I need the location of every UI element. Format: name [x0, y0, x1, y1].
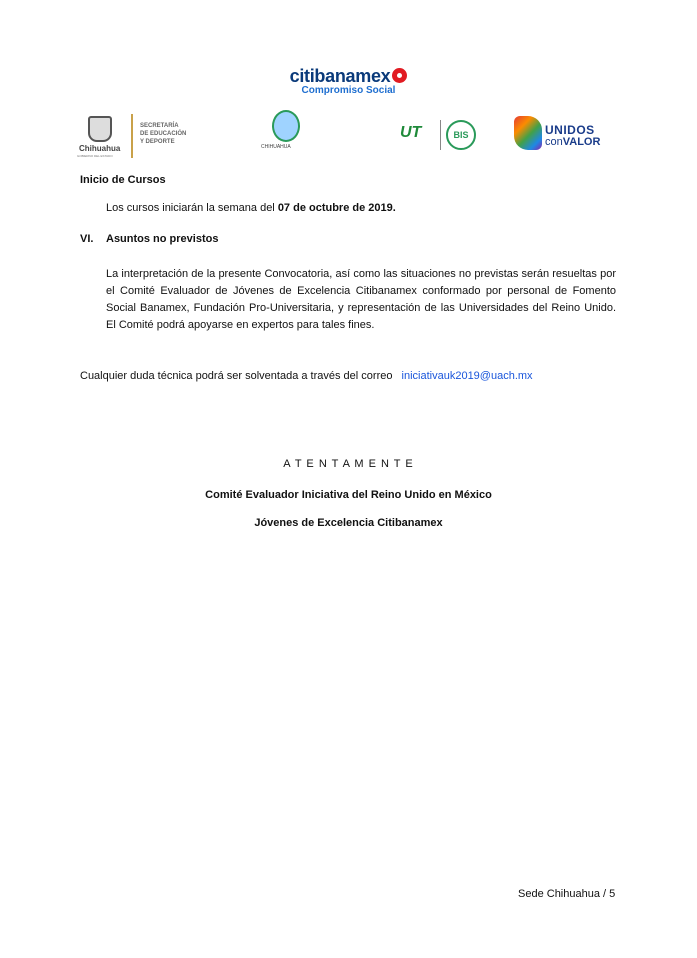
- state-seal-icon: [272, 110, 300, 142]
- logo-divider: [440, 120, 441, 150]
- partner-logos: [0, 110, 697, 160]
- bis-logo: BIS: [446, 120, 476, 150]
- secretaria-logo-text: [140, 122, 186, 146]
- page-footer: Sede Chihuahua / 5: [518, 888, 616, 900]
- closing-program: Jóvenes de Excelencia Citibanamex: [254, 517, 443, 529]
- con-valor-logo-text: [545, 136, 600, 148]
- unidos-logo-text: UNIDOS: [545, 123, 595, 137]
- state-seal-text: CHIHUAHUA: [261, 144, 291, 150]
- inicio-date: 07 de octubre de 2019.: [277, 202, 396, 214]
- chihuahua-shield-icon: [88, 116, 112, 142]
- section-title-asuntos: Asuntos no previstos: [106, 233, 219, 245]
- secretaria-line: Y DEPORTE: [140, 139, 175, 145]
- inicio-paragraph: [106, 200, 396, 217]
- section-number: VI.: [80, 233, 94, 245]
- inicio-text: Los cursos iniciarán la semana del: [106, 202, 278, 214]
- brand-wordmark: [0, 66, 697, 87]
- citibanamex-logo: [0, 66, 697, 96]
- ut-logo: UT: [400, 124, 422, 141]
- citibanamex-flower-icon: [392, 68, 407, 83]
- unidos-con-valor-icon: [514, 116, 542, 150]
- secretaria-line: DE EDUCACIÓN: [140, 131, 187, 137]
- unidos-valor: VALOR: [562, 136, 601, 148]
- section-title-inicio: Inicio de Cursos: [80, 174, 166, 186]
- asuntos-paragraph: La interpretación de la presente Convocatoria, así como las situaciones no previstas serán resueltas por el Comité Evaluador de Jóvenes de Excelencia Citibanamex conformado por personal de Fomento Social Banamex, Fundación Pro-Universitaria, y representación de las Universidades del Reino Unido. El Comité podrá apoyarse en expertos para tales fines.: [106, 268, 616, 331]
- chihuahua-logo-subtext: GOBIERNO DEL ESTADO: [77, 154, 113, 158]
- chihuahua-logo-text: Chihuahua: [79, 144, 121, 153]
- brand-subtitle: Compromiso Social: [301, 85, 396, 96]
- logo-divider: [131, 114, 133, 158]
- secretaria-line: SECRETARÍA: [140, 123, 179, 129]
- contact-text: Cualquier duda técnica podrá ser solventada a través del correo: [80, 370, 393, 382]
- unidos-con: con: [545, 136, 563, 148]
- brand-rest: banamex: [314, 66, 391, 86]
- atentamente: A T E N T A M E N T E: [283, 458, 414, 470]
- brand-ci: citi: [289, 66, 315, 86]
- contact-line: [80, 368, 533, 385]
- closing-committee: Comité Evaluador Iniciativa del Reino Unido en México: [205, 489, 492, 501]
- contact-email-link[interactable]: iniciativauk2019@uach.mx: [401, 370, 533, 382]
